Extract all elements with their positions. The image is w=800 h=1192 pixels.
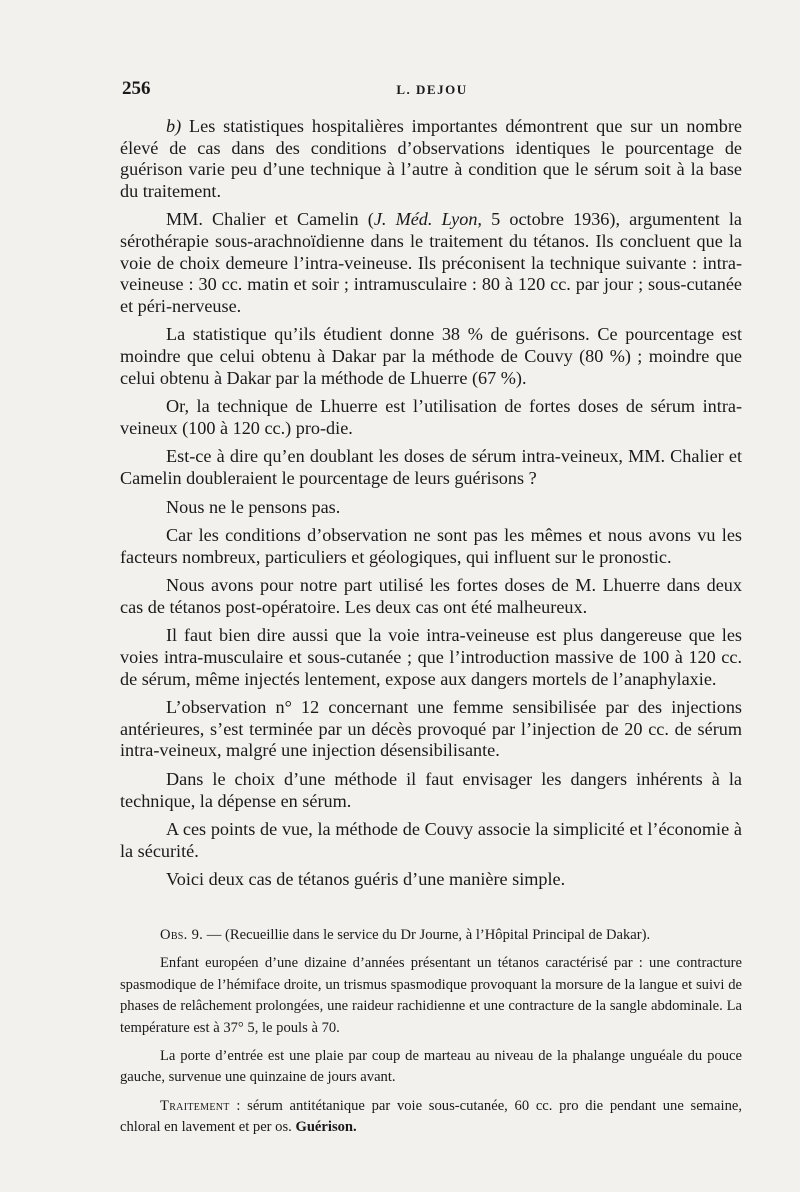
paragraph: Est-ce à dire qu’en doublant les doses de sérum intra-veineux, MM. Chalier et Camelin doubleraient le pourcentage de leurs guérisons ?: [120, 446, 742, 488]
page-number: 256: [122, 78, 151, 99]
treatment-text: : sérum antitétanique par voie sous-cutanée, 60 cc. pro die pendant une semaine, chloral en lavement et per os.: [120, 1097, 742, 1136]
running-head: L. DEJOU: [396, 82, 468, 97]
paragraph: Nous ne le pensons pas.: [166, 496, 341, 517]
treatment-result: Guérison.: [295, 1119, 357, 1136]
paragraph: [120, 116, 742, 202]
paragraph: Or, la technique de Lhuerre est l’utilisation de fortes doses de sérum intra-veineux (100 à 120 cc.) pro-die.: [120, 396, 742, 438]
page-header: [122, 74, 742, 104]
observation-paragraph: Enfant européen d’une dizaine d’années présentant un tétanos caractérisé par : une contracture spasmodique de l’hémiface droite, un trismus spasmodique provoquant la morsure de la langue et suivi de phases de relâchement prolongées, une raideur rachidienne et une contracture de la sangle abdominale. La température est à 37° 5, le pouls à 70.: [120, 955, 742, 1036]
observation-heading-text: — (Recueillie dans le service du Dr Journe, à l’Hôpital Principal de Dakar).: [203, 927, 651, 943]
paragraph: Il faut bien dire aussi que la voie intra-veineuse est plus dangereuse que les voies intra-musculaire et sous-cutanée ; que l’introduction massive de 100 à 120 cc. de sérum, même injectés lentement, expose aux dangers mortels de l’anaphylaxie.: [120, 625, 742, 689]
observation-label: Obs. 9.: [160, 927, 204, 943]
main-text: [120, 116, 742, 898]
paragraph: La statistique qu’ils étudient donne 38 % de guérisons. Ce pourcentage est moindre que celui obtenu à Dakar par la méthode de Couvy (80 %) ; moindre que celui obtenu à Dakar par la méthode de Lhuerre (67 %).: [120, 324, 742, 388]
treatment-paragraph: [120, 1096, 742, 1139]
observation-heading: [120, 925, 742, 946]
paragraph: [120, 209, 742, 317]
paragraph-text: 5 octobre 1936), argumentent la sérothérapie sous-arachnoïdienne dans le traitement du tétanos. Ils concluent que la voie de choix demeure l’intra-veineuse. Ils préconisent la technique suivante : intra-veineuse : 30 cc. matin et soir ; intramusculaire : 80 à 120 cc. par jour ; sous-cutanée et péri-nerveuse.: [120, 209, 742, 316]
paragraph: Car les conditions d’observation ne sont pas les mêmes et nous avons vu les facteurs nombreux, particuliers et géologiques, qui influent sur le pronostic.: [120, 525, 742, 567]
paragraph: Dans le choix d’une méthode il faut envisager les dangers inhérents à la technique, la dépense en sérum.: [120, 769, 742, 811]
paragraph: Nous avons pour notre part utilisé les fortes doses de M. Lhuerre dans deux cas de tétanos post-opératoire. Les deux cas ont été malheureux.: [120, 575, 742, 617]
paragraph-text: Les statistiques hospitalières importantes démontrent que sur un nombre élevé de cas dans des conditions d’observations identiques le pourcentage de guérison varie peu d’une technique à l’autre à condition que le sérum soit à la base du traitement.: [120, 116, 742, 201]
treatment-label: Traitement: [160, 1097, 230, 1114]
paragraph-label: b): [166, 116, 182, 136]
observation-paragraph: La porte d’entrée est une plaie par coup de marteau au niveau de la phalange unguéale du pouce gauche, survenue une quinzaine de jours avant.: [120, 1048, 742, 1086]
paragraph: L’observation n° 12 concernant une femme sensibilisée par des injections antérieures, s’est terminée par un décès provoqué par l’injection de 20 cc. de sérum intra-veineux, malgré une injection désensibilisante.: [120, 697, 742, 761]
paragraph-text: MM. Chalier et Camelin (: [166, 209, 374, 230]
journal-citation: J. Méd. Lyon,: [373, 209, 482, 230]
observation-block: [120, 925, 742, 1146]
paragraph: A ces points de vue, la méthode de Couvy associe la simplicité et l’économie à la sécurité.: [120, 819, 742, 861]
paragraph: Voici deux cas de tétanos guéris d’une manière simple.: [166, 869, 566, 890]
